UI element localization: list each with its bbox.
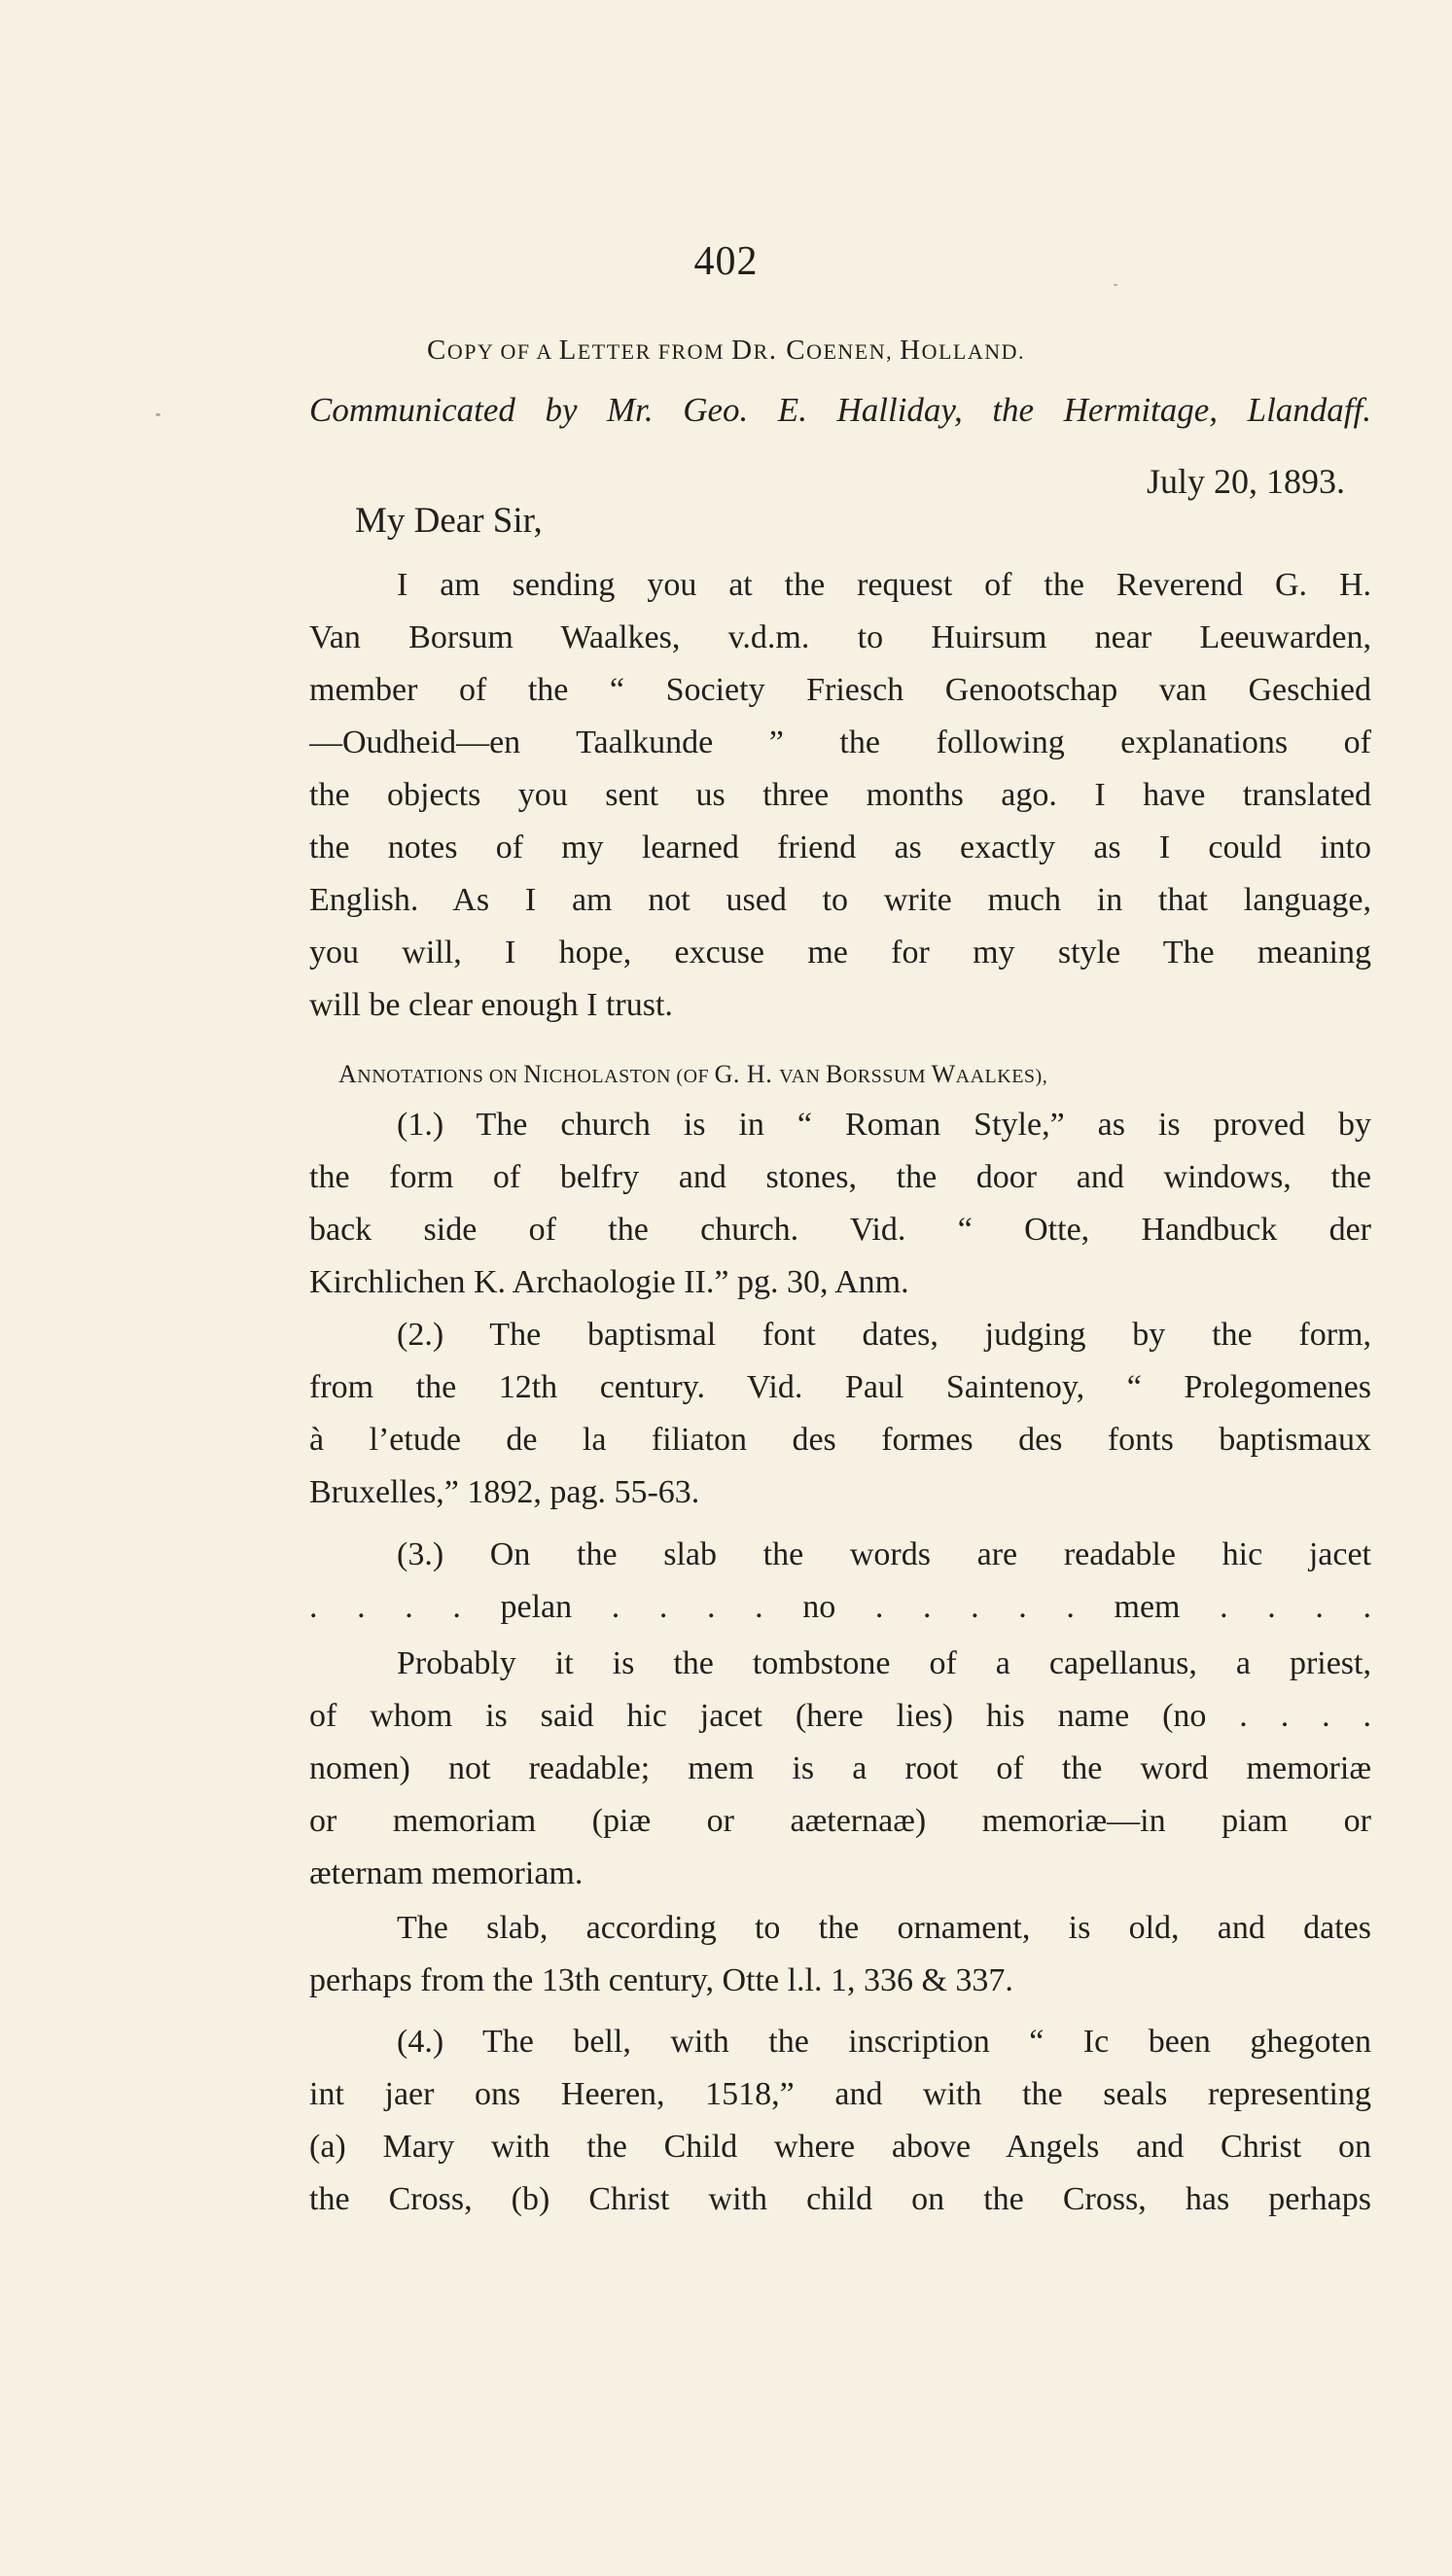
annotations-heading-part: NNOTATIONS ON xyxy=(357,1066,524,1087)
heading-part: OENEN, xyxy=(806,339,901,364)
text-line: back side of the church. Vid. “ Otte, Handbuck der xyxy=(309,1212,1371,1248)
text-line: (2.) The baptismal font dates, judging by the form, xyxy=(397,1317,1371,1353)
paragraph-slab xyxy=(309,1902,1371,2007)
text-line: will be clear enough I trust. xyxy=(309,987,673,1023)
annotations-heading-part: ORSSUM xyxy=(842,1066,932,1087)
text-line: Kirchlichen K. Archaologie II.” pg. 30, Anm. xyxy=(309,1264,909,1300)
text-line: the objects you sent us three months ago. I have translated xyxy=(309,777,1371,813)
letter-heading xyxy=(0,335,1452,367)
paragraph-annotation-2 xyxy=(309,1309,1371,1519)
annotations-heading-part: AALKES), xyxy=(955,1066,1048,1087)
text-line: from the 12th century. Vid. Paul Saintenoy, “ Prolegomenes xyxy=(309,1369,1371,1405)
text-line: Bruxelles,” 1892, pag. 55-63. xyxy=(309,1474,700,1510)
page-number: 402 xyxy=(693,239,759,284)
heading-part: OPY OF A xyxy=(446,339,559,364)
text-line: Probably it is the tombstone of a capellanus, a priest, xyxy=(397,1645,1371,1681)
heading-part: H xyxy=(900,335,922,366)
paragraph-annotation-3 xyxy=(309,1529,1371,1634)
text-line: of whom is said hic jacet (here lies) his name (no . . . . xyxy=(309,1698,1371,1734)
annotations-heading-part: G. H. xyxy=(714,1060,780,1088)
annotations-heading-part: N xyxy=(523,1060,543,1088)
text-line: (3.) On the slab the words are readable hic jacet xyxy=(397,1536,1371,1572)
salutation: My Dear Sir, xyxy=(355,501,543,541)
heading-part: . C xyxy=(768,335,807,366)
paragraph-annotation-1 xyxy=(309,1099,1371,1309)
annotations-heading-part: ICHOLASTON (OF xyxy=(542,1066,715,1087)
paragraph-intro xyxy=(309,559,1371,1032)
text-line: (4.) The bell, with the inscription “ Ic been ghegoten xyxy=(397,2024,1371,2060)
communicated-by-line: Communicated by Mr. Geo. E. Halliday, the Hermitage, Llandaff. xyxy=(309,391,1371,429)
letter-date: July 20, 1893. xyxy=(1146,462,1345,501)
text-line: you will, I hope, excuse me for my style The meaning xyxy=(309,935,1371,970)
heading-part: OLLAND. xyxy=(921,339,1026,364)
text-line: —Oudheid—en Taalkunde ” the following explanations of xyxy=(309,724,1371,760)
text-line: Van Borsum Waalkes, v.d.m. to Huirsum near Leeuwarden, xyxy=(309,619,1371,655)
heading-part: C xyxy=(426,335,447,366)
text-line: nomen) not readable; mem is a root of the word memoriæ xyxy=(309,1750,1371,1786)
text-line: perhaps from the 13th century, Otte l.l. 1, 336 & 337. xyxy=(309,1962,1013,1998)
text-line: the form of belfry and stones, the door and windows, the xyxy=(309,1159,1371,1195)
text-line: member of the “ Society Friesch Genootschap van Geschied xyxy=(309,672,1371,708)
annotations-heading-part: W xyxy=(931,1060,956,1088)
annotations-heading-part: B xyxy=(825,1060,843,1088)
text-line: int jaer ons Heeren, 1518,” and with the seals representing xyxy=(309,2076,1371,2112)
text-line: the Cross, (b) Christ with child on the Cross, has perhaps xyxy=(309,2181,1371,2217)
annotations-heading-part: VAN xyxy=(779,1066,826,1087)
annotations-heading-part: A xyxy=(338,1060,358,1088)
text-line: English. As I am not used to write much in that language, xyxy=(309,882,1371,918)
text-line: I am sending you at the request of the Reverend G. H. xyxy=(397,567,1371,603)
heading-part: R xyxy=(753,339,769,364)
text-line: (1.) The church is in “ Roman Style,” as is proved by xyxy=(397,1107,1371,1143)
ink-speck xyxy=(156,413,160,416)
paragraph-tombstone xyxy=(309,1638,1371,1900)
text-line: (a) Mary with the Child where above Angels and Christ on xyxy=(309,2129,1371,2165)
text-line: æternam memoriam. xyxy=(309,1855,584,1891)
text-line: The slab, according to the ornament, is old, and dates xyxy=(397,1910,1371,1946)
heading-part: L xyxy=(558,335,578,366)
text-line: à l’etude de la filiaton des formes des fonts baptismaux xyxy=(309,1422,1371,1458)
heading-part: D xyxy=(731,335,754,366)
paragraph-annotation-4 xyxy=(309,2016,1371,2226)
text-line: or memoriam (piæ or aæternaæ) memoriæ—in piam or xyxy=(309,1803,1371,1839)
text-line: . . . . pelan . . . . no . . . . . mem . . . . xyxy=(309,1589,1371,1625)
heading-part: ETTER FROM xyxy=(577,339,732,364)
annotations-heading xyxy=(338,1060,1047,1089)
text-line: the notes of my learned friend as exactly as I could into xyxy=(309,829,1371,865)
